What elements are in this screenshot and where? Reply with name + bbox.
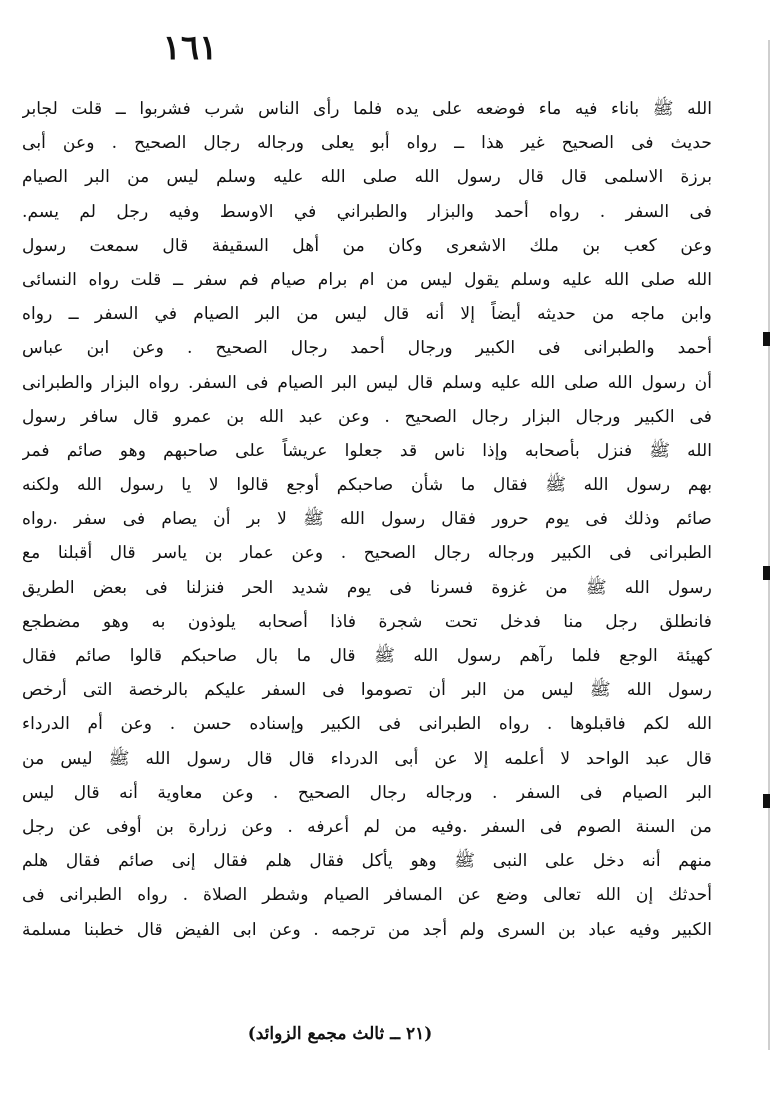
text-line: البر الصيام فى السفر . ورجاله رجال الصحيح . وعن معاوية أنه قال ليس [22, 782, 712, 803]
text-line: صائم وذلك فى يوم حرور فقال رسول الله ﷺ لا بر أن يصام فى سفر .رواه [22, 509, 712, 530]
text-line: أن رسول الله صلى الله عليه وسلم قال ليس البر الصيام فى السفر. رواه البزار والطبرانى [22, 372, 712, 393]
text-line: أحمد والطبرانى فى الكبير ورجال أحمد رجال الصحيح . وعن ابن عباس [22, 338, 712, 359]
text-line: قال عبد الواحد لا أعلمه إلا عن أبى الدرداء قال قال رسول الله ﷺ ليس من [22, 748, 712, 769]
text-line: الله لكم فاقبلوها . رواه الطبرانى فى الكبير وإسناده حسن . وعن أم الدرداء [22, 714, 712, 735]
text-line: رسول الله ﷺ ليس من البر أن تصوموا فى السفر عليكم بالرخصة التى أرخص [22, 680, 712, 701]
text-line: فانطلق رجل منا فدخل تحت شجرة فاذا أصحابه يلوذون به وهو مضطجع [22, 611, 712, 632]
body-text [22, 92, 712, 947]
edge-mark [763, 566, 770, 580]
text-line: منهم أنه دخل على النبى ﷺ وهو يأكل فقال هلم فقال إنى صائم فقال هلم [22, 851, 712, 872]
text-line: بهم رسول الله ﷺ فقال ما شأن صاحبكم أوجع قالوا لا يا رسول الله ولكنه [22, 475, 712, 496]
text-line: وعن كعب بن ملك الاشعرى وكان من أهل السقيفة قال سمعت رسول [22, 235, 712, 256]
text-line: الله ﷺ باناء فيه ماء فوضعه على يده فلما رأى الناس شرب فشربوا ــ قلت لجابر [22, 99, 712, 119]
text-line: الكبير وفيه عباد بن السرى ولم أجد من ترجمه . وعن ابى الفيض قال خطبنا مسلمة [22, 919, 712, 940]
volume-footer: (٢١ ــ ثالث مجمع الزوائد) [247, 1024, 433, 1044]
page-number: ١٦١ [162, 28, 218, 68]
text-line: الطبرانى فى الكبير ورجاله رجال الصحيح . وعن عمار بن ياسر قال أقبلنا مع [22, 543, 712, 564]
edge-mark [763, 332, 770, 346]
text-line: رسول الله ﷺ من غزوة فسرنا فى يوم شديد الحر فنزلنا فى بعض الطريق [22, 577, 712, 598]
edge-mark [763, 794, 770, 808]
text-line: فى الكبير ورجال البزار رجال الصحيح . وعن عبد الله بن عمرو قال سافر رسول [22, 406, 712, 427]
text-line: الله صلى الله عليه وسلم يقول ليس من ام برام صيام فم سفر ــ قلت رواه النسائى [22, 269, 712, 290]
text-line: أحدثك إن الله تعالى وضع عن المسافر الصيام وشطر الصلاة . رواه الطبرانى فى [22, 885, 712, 906]
text-line: كهيئة الوجع فلما رآهم رسول الله ﷺ قال ما بال صاحبكم قالوا صائم فقال [22, 646, 712, 666]
text-line: حديث فى الصحيح غير هذا ــ رواه أبو يعلى ورجاله رجال الصحيح . وعن أبى [22, 133, 712, 154]
text-line: من السنة الصوم فى السفر .وفيه من لم أعرفه . وعن زرارة بن أوفى عن رجل [22, 816, 712, 837]
text-line: برزة الاسلمى قال قال رسول الله صلى الله عليه وسلم ليس من البر الصيام [22, 167, 712, 188]
text-line: وابن ماجه من حديثه أيضاً إلا أنه قال ليس من البر الصيام في السفر ــ رواه [22, 304, 712, 325]
text-line: فى السفر . رواه أحمد والبزار والطبراني في الاوسط وفيه رجل لم يسم. [22, 201, 712, 222]
text-line: الله ﷺ فنزل بأصحابه وإذا ناس قد جعلوا عريشاً على صاحبهم وهو صائم فمر [22, 440, 712, 461]
